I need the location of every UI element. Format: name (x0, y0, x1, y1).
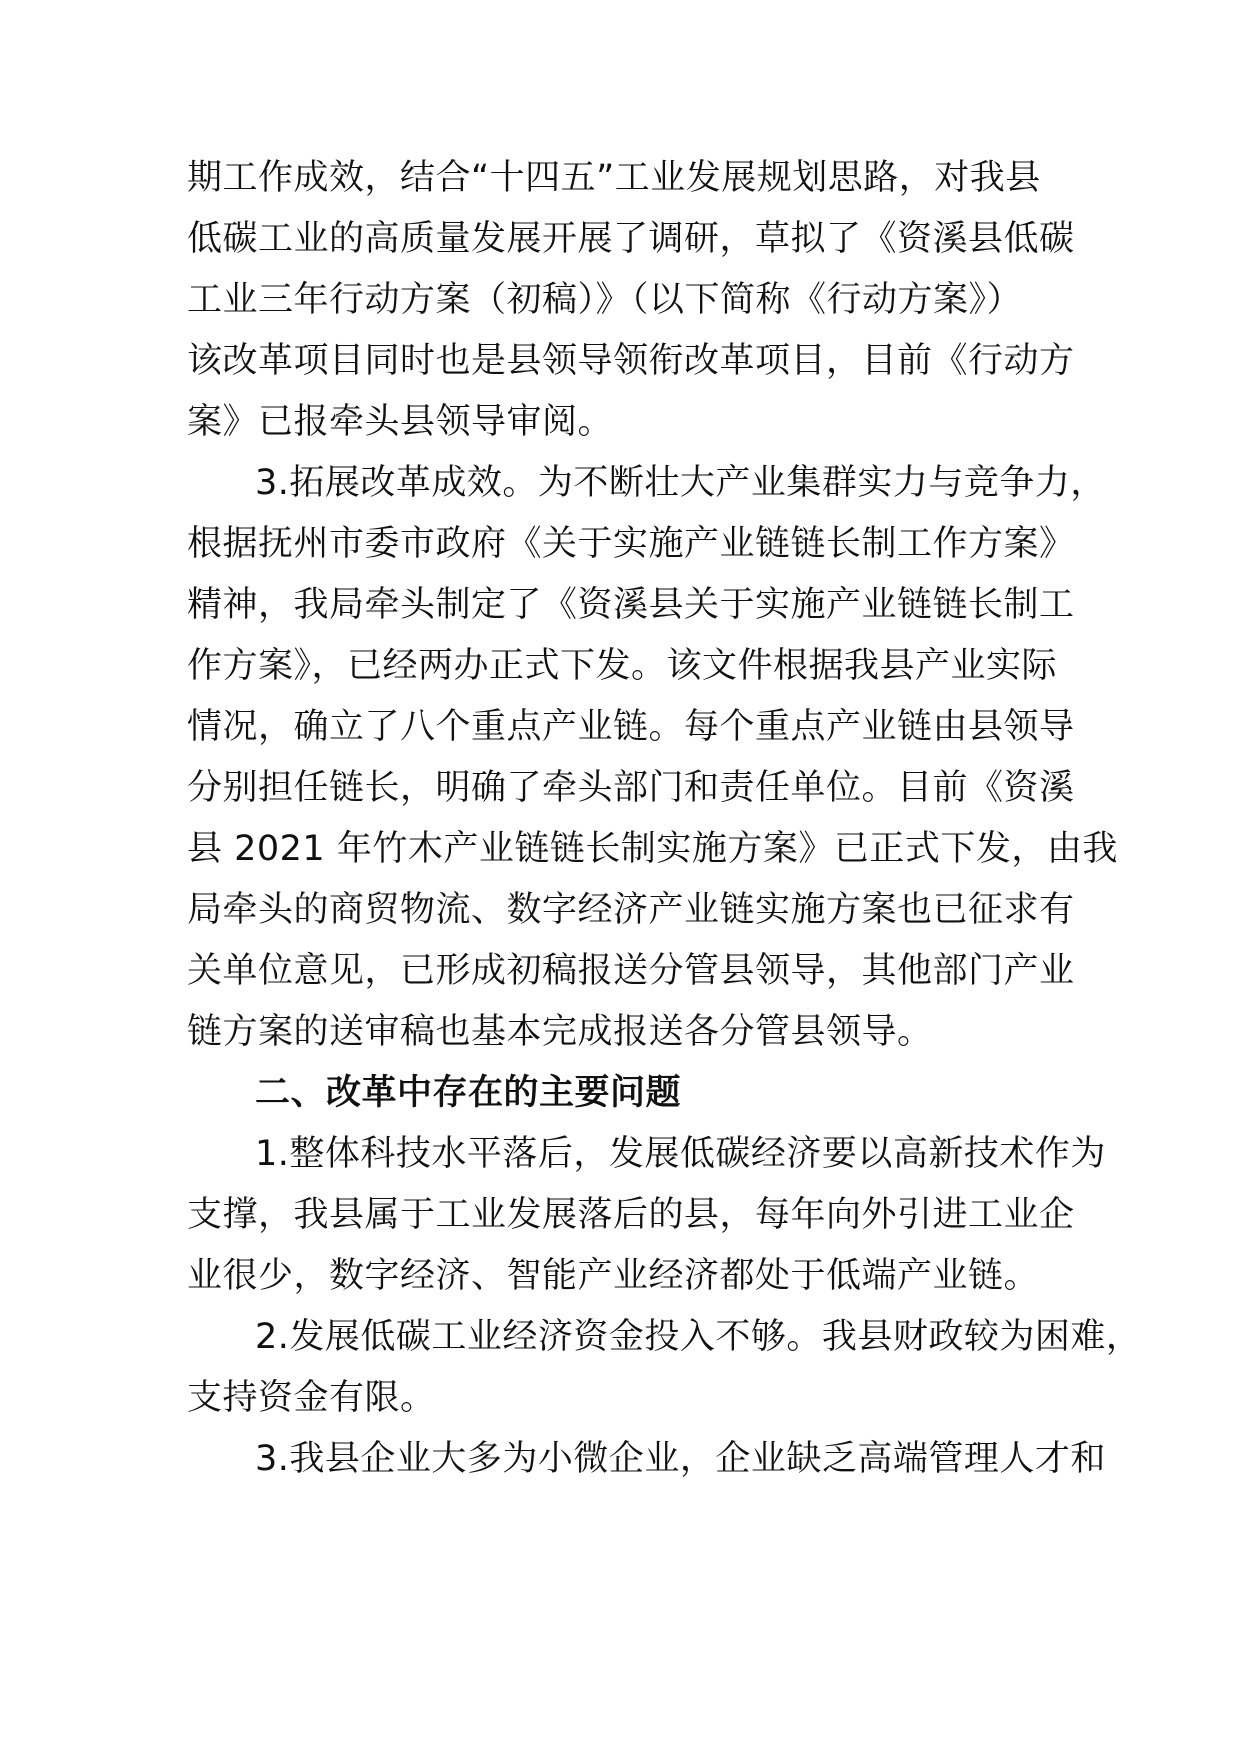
text-line: 期工作成效，结合“十四五”工业发展规划思路，对我县 (187, 158, 1041, 198)
text-line: 局牵头的商贸物流、数字经济产业链实施方案也已征求有 (187, 890, 1075, 930)
text-line: 工业三年行动方案（初稿）》（以下简称《行动方案》） (187, 280, 1023, 320)
text-line: 该改革项目同时也是县领导领衔改革项目，目前《行动方 (187, 341, 1075, 381)
text-line: 情况，确立了八个重点产业链。每个重点产业链由县领导 (187, 707, 1075, 747)
text-line: 作方案》，已经两办正式下发。该文件根据我县产业实际 (187, 646, 1058, 686)
text-line: 案》已报牵头县领导审阅。 (187, 402, 614, 442)
text-line: 精神，我局牵头制定了《资溪县关于实施产业链链长制工 (187, 585, 1075, 625)
section-heading: 二、改革中存在的主要问题 (255, 1073, 682, 1113)
text-line: 支撑，我县属于工业发展落后的县，每年向外引进工业企 (187, 1195, 1075, 1235)
text-line: 支持资金有限。 (187, 1378, 436, 1418)
text-line: 根据抚州市委市政府《关于实施产业链链长制工作方案》 (187, 524, 1075, 564)
text-line: 业很少，数字经济、智能产业经济都处于低端产业链。 (187, 1256, 1040, 1296)
text-line: 1.整体科技水平落后，发展低碳经济要以高新技术作为 (255, 1134, 1106, 1174)
text-line: 分别担任链长，明确了牵头部门和责任单位。目前《资溪 (187, 768, 1075, 808)
text-line: 关单位意见，已形成初稿报送分管县领导，其他部门产业 (187, 951, 1075, 991)
text-line: 链方案的送审稿也基本完成报送各分管县领导。 (187, 1012, 933, 1052)
text-line: 3.我县企业大多为小微企业，企业缺乏高端管理人才和 (255, 1439, 1106, 1479)
text-line: 2.发展低碳工业经济资金投入不够。我县财政较为困难， (255, 1317, 1142, 1357)
text-line: 低碳工业的高质量发展开展了调研，草拟了《资溪县低碳 (187, 219, 1075, 259)
text-line: 3.拓展改革成效。为不断壮大产业集群实力与竞争力， (255, 463, 1106, 503)
text-line: 县 2021 年竹木产业链链长制实施方案》已正式下发，由我 (187, 829, 1118, 869)
